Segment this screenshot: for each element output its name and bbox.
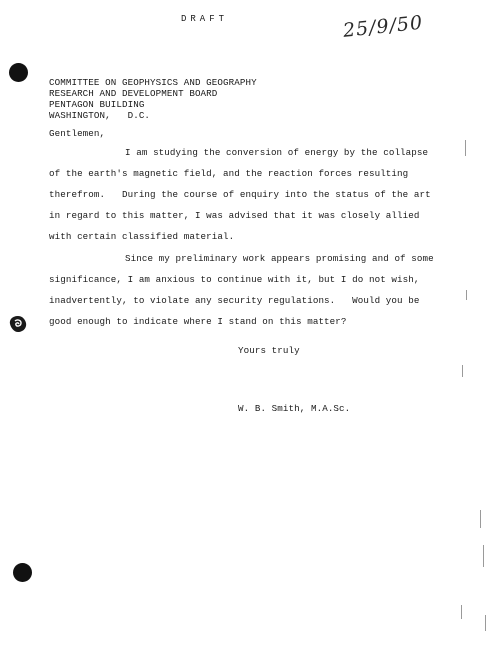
draft-heading: DRAFT bbox=[181, 14, 229, 24]
signature: W. B. Smith, M.A.Sc. bbox=[238, 403, 351, 414]
handwritten-date: 25/9/50 bbox=[342, 11, 425, 42]
body-line: with certain classified material. bbox=[49, 231, 235, 242]
edge-speck bbox=[461, 605, 462, 619]
paperclip-mark-icon bbox=[8, 315, 28, 333]
body-line: significance, I am anxious to continue with it, but I do not wish, bbox=[49, 274, 420, 285]
edge-speck bbox=[465, 140, 466, 156]
body-line: Since my preliminary work appears promising and of some bbox=[125, 253, 434, 264]
punch-hole-bottom bbox=[13, 563, 32, 582]
edge-speck bbox=[466, 290, 467, 300]
salutation: Gentlemen, bbox=[49, 128, 106, 139]
edge-speck bbox=[485, 615, 486, 631]
address-line: WASHINGTON, D.C. bbox=[49, 110, 151, 121]
edge-speck bbox=[462, 365, 463, 377]
body-line: in regard to this matter, I was advised that it was closely allied bbox=[49, 210, 420, 221]
address-line: PENTAGON BUILDING bbox=[49, 99, 145, 110]
body-line: of the earth's magnetic field, and the reaction forces resulting bbox=[49, 168, 409, 179]
closing: Yours truly bbox=[238, 345, 300, 356]
edge-speck bbox=[483, 545, 484, 567]
address-line: COMMITTEE ON GEOPHYSICS AND GEOGRAPHY bbox=[49, 77, 257, 88]
address-line: RESEARCH AND DEVELOPMENT BOARD bbox=[49, 88, 218, 99]
body-line: good enough to indicate where I stand on this matter? bbox=[49, 316, 347, 327]
body-line: I am studying the conversion of energy by the collapse bbox=[125, 147, 429, 158]
body-line: therefrom. During the course of enquiry into the status of the art bbox=[49, 189, 431, 200]
edge-speck bbox=[480, 510, 481, 528]
punch-hole-top bbox=[9, 63, 28, 82]
body-line: inadvertently, to violate any security regulations. Would you be bbox=[49, 295, 420, 306]
